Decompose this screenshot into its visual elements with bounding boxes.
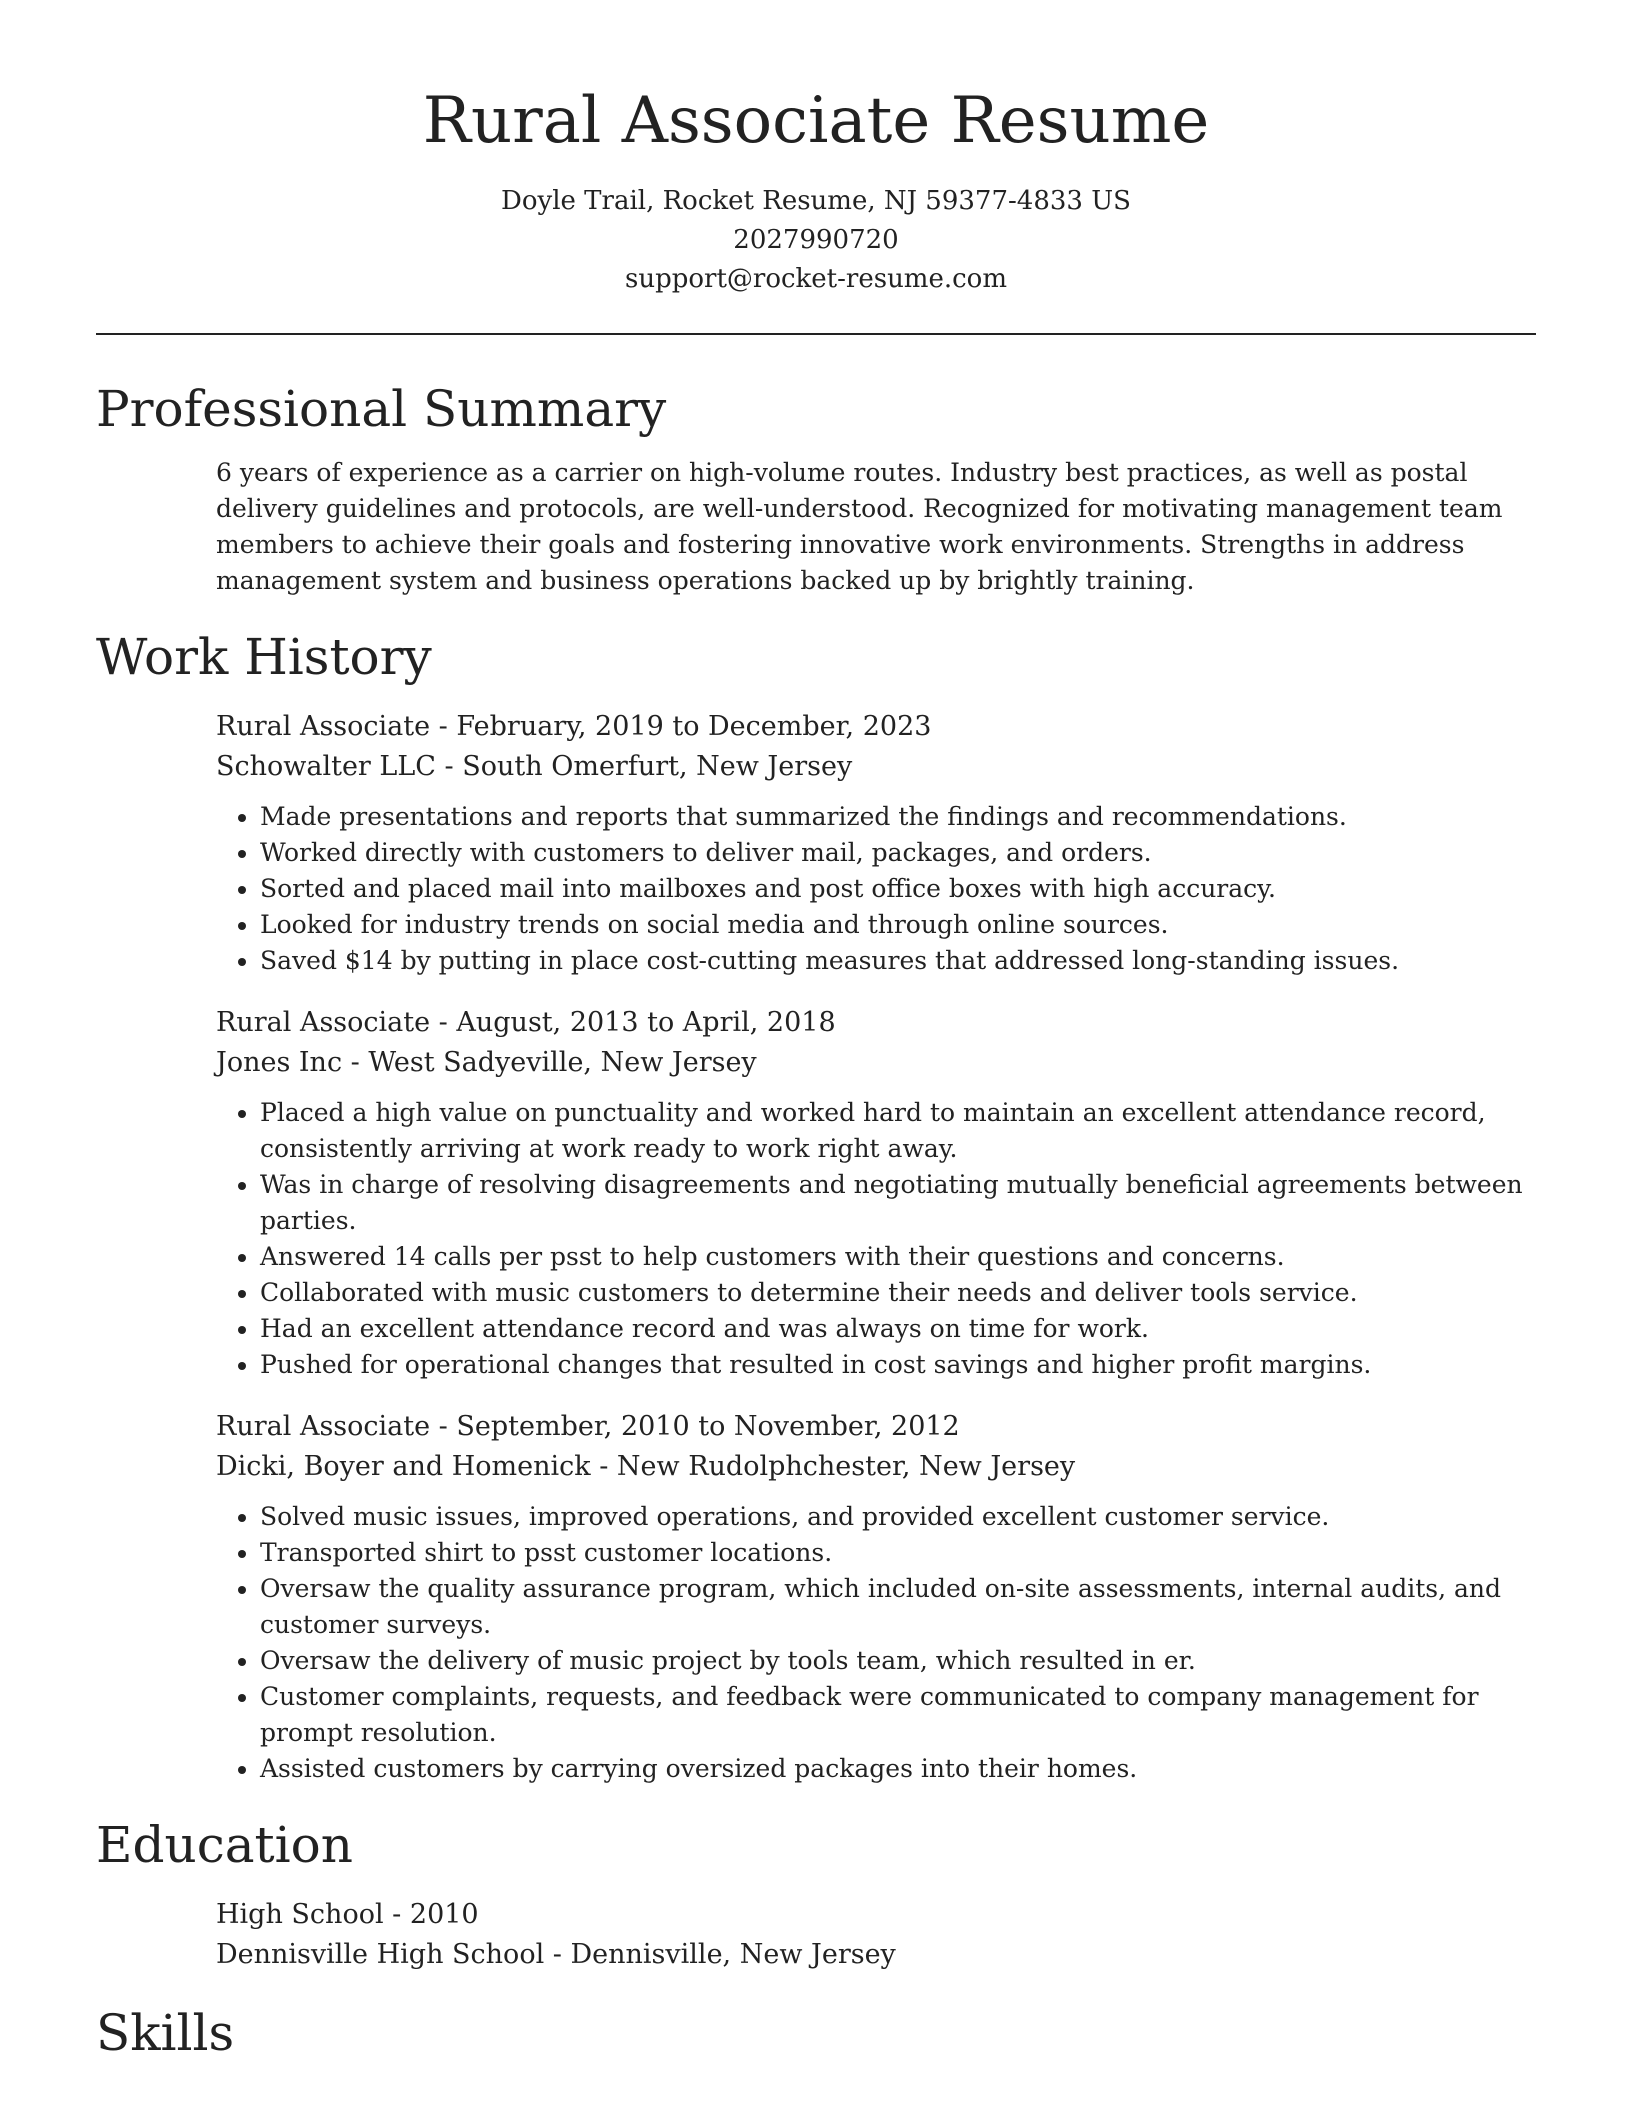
- job-company: Schowalter LLC: [216, 751, 436, 783]
- bullet-item: • Oversaw the delivery of music project by tools team, which resulted in er.: [260, 1643, 1536, 1679]
- education-location: Dennisville, New Jersey: [570, 1939, 896, 1971]
- job-location: South Omerfurt, New Jersey: [462, 751, 853, 783]
- job-location: West Sadyeville, New Jersey: [368, 1047, 757, 1079]
- summary-heading: Professional Summary: [96, 380, 667, 439]
- bullet-item: • Collaborated with music customers to determine their needs and deliver tools service.: [260, 1275, 1536, 1311]
- bullet-item: • Sorted and placed mail into mailboxes and post office boxes with high accuracy.: [260, 871, 1536, 907]
- job-entry: [216, 707, 1536, 979]
- bullet-item: • Was in charge of resolving disagreements and negotiating mutually beneficial agreements between parties.: [260, 1167, 1536, 1239]
- contact-address: Doyle Trail, Rocket Resume, NJ 59377-4833 US: [501, 186, 1131, 217]
- job-company: Jones Inc: [216, 1047, 343, 1079]
- job-dates: September, 2010 to November, 2012: [456, 1411, 960, 1443]
- bullet-item: • Pushed for operational changes that resulted in cost savings and higher profit margins.: [260, 1347, 1536, 1383]
- job-company-line: [216, 747, 1536, 787]
- job-company-line: [216, 1447, 1536, 1487]
- job-title-line: [216, 1003, 1536, 1043]
- bullet-item: • Answered 14 calls per psst to help customers with their questions and concerns.: [260, 1239, 1536, 1275]
- bullet-item: • Looked for industry trends on social media and through online sources.: [260, 907, 1536, 943]
- separator: -: [342, 1047, 369, 1079]
- job-bullets: [216, 799, 1536, 979]
- bullet-item: • Oversaw the quality assurance program, which included on-site assessments, internal audits, and customer surveys.: [260, 1571, 1536, 1643]
- job-location: New Rudolphchester, New Jersey: [616, 1451, 1076, 1483]
- bullet-item: • Saved $14 by putting in place cost-cutting measures that addressed long-standing issues.: [260, 943, 1536, 979]
- education-degree: High School: [216, 1899, 384, 1931]
- job-title-line: [216, 707, 1536, 747]
- job-company: Dicki, Boyer and Homenick: [216, 1451, 591, 1483]
- bullet-item: • Transported shirt to psst customer locations.: [260, 1535, 1536, 1571]
- page-title: Rural Associate Resume: [422, 84, 1210, 158]
- education-school-line: [216, 1935, 1536, 1975]
- skills-heading: Skills: [96, 2004, 235, 2063]
- separator: -: [430, 1411, 457, 1443]
- bullet-item: • Assisted customers by carrying oversized packages into their homes.: [260, 1751, 1536, 1787]
- job-dates: February, 2019 to December, 2023: [456, 711, 932, 743]
- job-bullets: [216, 1499, 1536, 1787]
- job-bullets: [216, 1095, 1536, 1383]
- bullet-item: • Placed a high value on punctuality and worked hard to maintain an excellent attendance record, consistently arriving at work ready to work right away.: [260, 1095, 1536, 1167]
- separator: -: [544, 1939, 571, 1971]
- contact-email: support@rocket-resume.com: [624, 264, 1007, 295]
- separator: -: [383, 1899, 410, 1931]
- bullet-item: • Worked directly with customers to deliver mail, packages, and orders.: [260, 835, 1536, 871]
- resume-header: [96, 0, 1536, 299]
- education-section: [96, 1815, 1536, 1975]
- job-entry: [216, 1003, 1536, 1383]
- header-divider: [96, 333, 1536, 335]
- summary-text: 6 years of experience as a carrier on high-volume routes. Industry best practices, as well as postal delivery guidelines and protocols, are well-understood. Recognized for motivating management team members to achieve their goals and fostering innovative work environments. Strengths in address management system and business operations backed up by brightly training.: [216, 458, 1503, 596]
- contact-phone: 2027990720: [733, 225, 899, 256]
- job-title-line: [216, 1407, 1536, 1447]
- job-entry: [216, 1407, 1536, 1787]
- job-title: Rural Associate: [216, 711, 431, 743]
- job-title: Rural Associate: [216, 1007, 431, 1039]
- job-company-line: [216, 1043, 1536, 1083]
- skills-section: [96, 2003, 1536, 2063]
- bullet-item: • Had an excellent attendance record and was always on time for work.: [260, 1311, 1536, 1347]
- job-dates: August, 2013 to April, 2018: [456, 1007, 836, 1039]
- education-year: 2010: [409, 1899, 479, 1931]
- separator: -: [430, 711, 457, 743]
- work-history-heading: Work History: [96, 628, 432, 687]
- education-school: Dennisville High School: [216, 1939, 545, 1971]
- summary-section: [96, 379, 1536, 599]
- bullet-item: • Made presentations and reports that summarized the findings and recommendations.: [260, 799, 1536, 835]
- separator: -: [435, 751, 463, 783]
- education-entry: [216, 1895, 1536, 1975]
- education-degree-line: [216, 1895, 1536, 1935]
- separator: -: [430, 1007, 457, 1039]
- education-heading: Education: [96, 1816, 353, 1875]
- work-history-section: [96, 627, 1536, 1787]
- separator: -: [590, 1451, 617, 1483]
- bullet-item: • Solved music issues, improved operations, and provided excellent customer service.: [260, 1499, 1536, 1535]
- bullet-item: • Customer complaints, requests, and feedback were communicated to company management for prompt resolution.: [260, 1679, 1536, 1751]
- job-title: Rural Associate: [216, 1411, 431, 1443]
